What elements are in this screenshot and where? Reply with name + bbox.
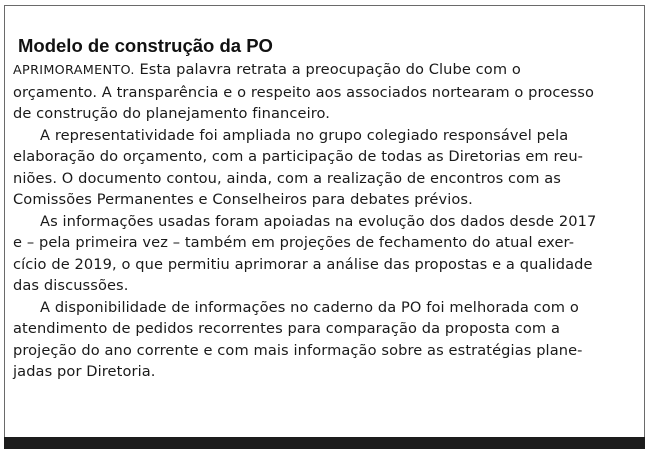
paragraph-line: das discussões. — [13, 277, 129, 294]
paragraph-line: de construção do planejamento financeiro. — [13, 105, 331, 122]
paragraph-line: elaboração do orçamento, com a participação de todas as Diretorias em reu- — [13, 148, 584, 165]
bottom-rule — [4, 437, 645, 449]
paragraph-line: cício de 2019, o que permitiu aprimorar a análise das propostas e a qualidade — [13, 255, 593, 273]
paragraph-line-text: Esta palavra retrata a preocupação do Clube com o — [134, 61, 521, 78]
paragraph-line: As informações usadas foram apoiadas na evolução dos dados desde 2017 — [40, 212, 597, 230]
paragraph-line: orçamento. A transparência e o respeito aos associados nortearam o processo — [13, 83, 594, 101]
paragraph-line — [13, 59, 639, 82]
paragraph-line: jadas por Diretoria. — [13, 363, 156, 380]
article-title: Modelo de construção da PO — [18, 35, 273, 56]
paragraph-line: e – pela primeira vez – também em projeções de fechamento do atual exer- — [13, 234, 575, 251]
paragraph-line: projeção do ano corrente e com mais informação sobre as estratégias plane- — [13, 341, 583, 359]
paragraph-line: niões. O documento contou, ainda, com a realização de encontros com as — [13, 169, 562, 187]
paragraph-line: Comissões Permanentes e Conselheiros para debates prévios. — [13, 191, 473, 208]
article-content — [13, 35, 639, 383]
lead-word: APRIMORAMENTO. — [13, 63, 135, 78]
paragraph-line: A representatividade foi ampliada no grupo colegiado responsável pela — [40, 126, 569, 144]
paragraph-line: A disponibilidade de informações no caderno da PO foi melhorada com o — [40, 298, 579, 316]
paragraph-line: atendimento de pedidos recorrentes para comparação da proposta com a — [13, 320, 561, 337]
